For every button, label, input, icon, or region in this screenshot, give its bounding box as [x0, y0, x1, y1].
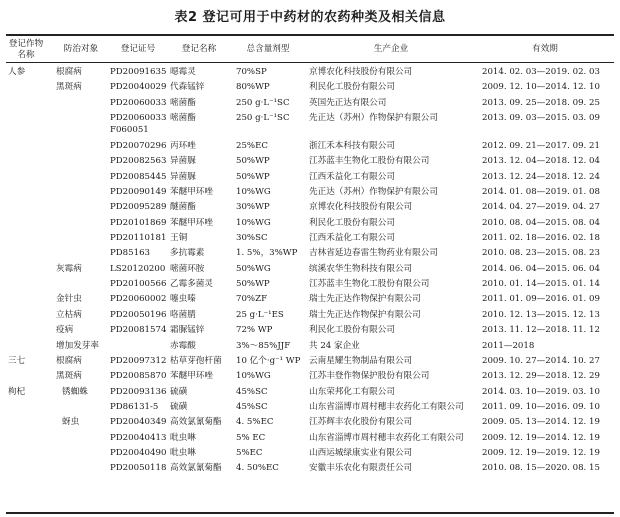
cell-valid: 2013. 12. 24—2018. 12. 24 — [482, 171, 600, 182]
cell-target: 锈蜘蛛 — [62, 386, 88, 397]
cell-company: 吉林省延边春雷生物药业有限公司 — [309, 248, 438, 259]
cell-reg-name: 醚菌酯 — [170, 202, 196, 213]
cell-valid: 2009. 10. 27—2014. 10. 27 — [482, 355, 600, 366]
cell-reg-name: 噻虫嗪 — [170, 294, 196, 305]
cell-company: 京博农化科技股份有限公司 — [309, 202, 413, 213]
table-row — [0, 172, 620, 187]
cell-reg-no: PD20085870 — [110, 371, 167, 382]
cell-reg-no: PD20060033 — [110, 97, 167, 108]
cell-target: 增加发芽率 — [56, 340, 99, 351]
cell-valid: 2010. 08. 04—2015. 08. 04 — [482, 217, 600, 228]
cell-reg-name: 嘧菌环胺 — [170, 263, 205, 274]
cell-valid: 2011. 02. 18—2016. 02. 18 — [482, 233, 600, 243]
cell-company: 江西禾益化工有限公司 — [309, 171, 395, 182]
table-row — [0, 387, 620, 402]
table-row — [0, 156, 620, 171]
header-reg-name: 登记名称 — [181, 44, 217, 54]
cell-reg-name: 枯草芽孢杆菌 — [170, 355, 222, 366]
cell-company: 缤溪农华生物科技有限公司 — [309, 263, 413, 274]
header-crop-line1: 登记作物 — [8, 39, 44, 49]
table-row — [0, 82, 620, 97]
cell-reg-name: 硫磺 — [170, 401, 188, 412]
cell-content: 70%ZF — [236, 294, 268, 305]
cell-reg-no: PD20082563 — [110, 156, 167, 167]
cell-company: 先正达（苏州）作物保护有限公司 — [309, 113, 438, 124]
cell-target: 灰霉病 — [56, 263, 82, 274]
cell-company: 江苏蓝丰生物化工股份有限公司 — [309, 279, 430, 289]
cell-company: 利民化工股份有限公司 — [309, 325, 395, 336]
header-crop-line2: 名称 — [17, 50, 35, 60]
cell-valid: 2009. 12. 19—2019. 12. 19 — [482, 448, 600, 458]
cell-target: 金针虫 — [56, 294, 82, 305]
cell-reg-no: PD20110181 — [110, 233, 167, 243]
table-title: 表2 登记可用于中药材的农药种类及相关信息 — [174, 10, 446, 25]
cell-content: 3%～85%JJF — [236, 340, 291, 351]
table-row — [0, 294, 620, 309]
header-valid: 有效期 — [532, 44, 558, 54]
cell-reg-name: 噁霉灵 — [170, 67, 196, 77]
cell-content: 10%WG — [236, 186, 271, 197]
cell-valid: 2013. 12. 04—2018. 12. 04 — [482, 156, 600, 167]
cell-reg-name: 高效氯氰菊酯 — [170, 417, 222, 428]
cell-company: 江西禾益化工有限公司 — [309, 233, 395, 243]
cell-reg-name: 代森锰锌 — [170, 82, 205, 93]
cell-valid: 2011—2018 — [482, 340, 535, 351]
cell-company: 江苏蓝丰生物化工股份有限公司 — [309, 156, 430, 167]
cell-reg-no: PD20093136 — [110, 386, 167, 397]
cell-content: 50%WP — [236, 279, 270, 289]
cell-reg-no: PD20050118 — [110, 463, 167, 474]
cell-reg-name: 霜脲锰锌 — [170, 325, 205, 336]
cell-reg-no: PD20070296 — [110, 140, 167, 151]
table-bottom-rule — [6, 512, 614, 514]
header-content: 总含量剂型 — [246, 44, 290, 54]
cell-company: 共 24 家企业 — [309, 340, 360, 351]
cell-reg-name: 丙环唑 — [170, 140, 196, 151]
cell-content: 50%WP — [236, 156, 270, 167]
cell-reg-name: 硫磺 — [170, 386, 188, 397]
cell-valid: 2010. 08. 15—2020. 08. 15 — [482, 463, 600, 474]
cell-target: 立枯病 — [56, 309, 82, 320]
cell-reg-no: PD20101869 — [110, 217, 167, 228]
cell-reg-name: 嘧菌酯 — [170, 113, 196, 124]
cell-reg-no-line2: F060051 — [110, 125, 149, 136]
cell-company: 云南星耀生物制品有限公司 — [309, 355, 413, 366]
cell-reg-no: LS20120200 — [110, 263, 166, 274]
table-row — [0, 233, 620, 248]
cell-valid: 2009. 05. 13—2014. 12. 19 — [482, 417, 600, 428]
cell-reg-name: 高效氯氰菊酯 — [170, 463, 222, 474]
cell-reg-no: PD20097312 — [110, 355, 167, 366]
header-company: 生产企业 — [373, 44, 409, 54]
cell-reg-name: 苯醚甲环唑 — [170, 217, 213, 228]
cell-reg-no: PD20040029 — [110, 82, 167, 93]
cell-company: 先正达（苏州）作物保护有限公司 — [309, 186, 438, 197]
cell-valid: 2014. 04. 27—2019. 04. 27 — [482, 202, 600, 213]
cell-content: 25%EC — [236, 140, 268, 151]
cell-reg-name: 咯菌腈 — [170, 309, 196, 320]
cell-reg-no: PD20040490 — [110, 448, 167, 458]
cell-reg-no: PD86131-5 — [110, 401, 159, 412]
cell-reg-name: 王铜 — [170, 233, 188, 243]
cell-company: 山东荣邦化工有限公司 — [309, 386, 395, 397]
cell-content: 1. 5%，3%WP — [236, 248, 298, 259]
table-row-continuation — [0, 125, 620, 140]
cell-company: 山西运城绿康实业有限公司 — [309, 448, 413, 458]
cell-reg-no: PD20091635 — [110, 67, 167, 77]
table-row — [0, 417, 620, 432]
cell-company: 京博农化科技股份有限公司 — [309, 67, 413, 77]
cell-company: 瑞士先正达作物保护有限公司 — [309, 309, 421, 320]
table-row — [0, 264, 620, 279]
cell-content: 30%SC — [236, 233, 268, 243]
table-row — [0, 218, 620, 233]
table-row — [0, 325, 620, 340]
cell-content: 4. 50%EC — [236, 463, 279, 474]
cell-valid: 2014. 02. 03—2019. 02. 03 — [482, 67, 600, 77]
cell-company: 英国先正达有限公司 — [309, 97, 387, 108]
cell-content: 25 g·L⁻¹ES — [236, 309, 284, 320]
cell-reg-name: 苯醚甲环唑 — [170, 371, 213, 382]
cell-company: 安徽丰乐农化有限责任公司 — [309, 463, 413, 474]
cell-reg-name: 吡虫啉 — [170, 432, 196, 443]
cell-valid: 2013. 09. 03—2015. 03. 09 — [482, 113, 600, 124]
cell-reg-no: PD20040349 — [110, 417, 167, 428]
cell-content: 30%WP — [236, 202, 270, 213]
cell-content: 5% EC — [236, 432, 266, 443]
cell-content: 250 g·L⁻¹SC — [236, 97, 290, 108]
cell-company: 山东省淄博市周村穗丰农药化工有限公司 — [309, 401, 464, 412]
cell-content: 10%WG — [236, 371, 271, 382]
cell-valid: 2014. 03. 10—2019. 03. 10 — [482, 386, 600, 397]
table-row — [0, 98, 620, 113]
table-row — [0, 341, 620, 356]
cell-reg-name: 吡虫啉 — [170, 448, 196, 458]
cell-reg-no: PD20100566 — [110, 279, 167, 289]
table-row — [0, 141, 620, 156]
table-row — [0, 402, 620, 417]
cell-valid: 2013. 11. 12—2018. 11. 12 — [482, 325, 600, 336]
cell-reg-no: PD20050196 — [110, 309, 167, 320]
cell-reg-no: PD85163 — [110, 248, 151, 259]
table-row — [0, 310, 620, 325]
cell-target: 黑斑病 — [56, 82, 82, 93]
cell-content: 250 g·L⁻¹SC — [236, 113, 290, 124]
cell-reg-name: 嘧菌酯 — [170, 97, 196, 108]
cell-valid: 2010. 01. 14—2015. 01. 14 — [482, 279, 600, 289]
table-top-rule — [6, 34, 614, 36]
table-row — [0, 248, 620, 263]
cell-target: 黑斑病 — [56, 371, 82, 382]
header-reg-no: 登记证号 — [120, 44, 156, 54]
cell-company: 浙江禾本科技有限公司 — [309, 140, 395, 151]
cell-reg-no: PD20095289 — [110, 202, 167, 213]
cell-crop: 人参 — [8, 67, 26, 77]
cell-valid: 2009. 12. 19—2014. 12. 19 — [482, 432, 600, 443]
table-row — [0, 187, 620, 202]
cell-content: 50%WG — [236, 263, 271, 274]
cell-crop: 枸杞 — [8, 386, 26, 397]
cell-target: 蚜虫 — [62, 417, 80, 428]
cell-valid: 2014. 06. 04—2015. 06. 04 — [482, 263, 600, 274]
cell-company: 山东省淄博市周村穗丰农药化工有限公司 — [309, 432, 464, 443]
cell-target: 根腐病 — [56, 67, 82, 77]
cell-reg-name: 异菌脲 — [170, 171, 196, 182]
cell-reg-name: 赤霉酸 — [170, 340, 196, 351]
cell-valid: 2012. 09. 21—2017. 09. 21 — [482, 140, 600, 151]
cell-content: 70%SP — [236, 67, 267, 77]
cell-reg-no: PD20081574 — [110, 325, 167, 336]
cell-reg-no: PD20060033 — [110, 113, 167, 124]
cell-valid: 2011. 01. 09—2016. 01. 09 — [482, 294, 600, 305]
cell-valid: 2013. 12. 29—2018. 12. 29 — [482, 371, 600, 382]
cell-reg-name: 苯醚甲环唑 — [170, 186, 213, 197]
header-target: 防治对象 — [63, 44, 99, 54]
cell-content: 72% WP — [236, 325, 273, 336]
cell-company: 利民化工股份有限公司 — [309, 217, 395, 228]
cell-content: 80%WP — [236, 82, 270, 93]
cell-target: 根腐病 — [56, 355, 82, 366]
cell-content: 4. 5%EC — [236, 417, 274, 428]
cell-company: 利民化工股份有限公司 — [309, 82, 395, 93]
cell-reg-no: PD20060002 — [110, 294, 167, 305]
table-row — [0, 279, 620, 294]
cell-reg-no: PD20090149 — [110, 186, 167, 197]
table-header-rule — [6, 62, 614, 63]
cell-crop: 三七 — [8, 355, 26, 366]
table-row — [0, 202, 620, 217]
cell-company: 江苏辉丰农化股份有限公司 — [309, 417, 413, 428]
cell-valid: 2011. 09. 10—2016. 09. 10 — [482, 401, 600, 412]
cell-reg-name: 乙霉多菌灵 — [170, 279, 213, 289]
cell-target: 疫病 — [56, 325, 74, 336]
cell-content: 5%EC — [236, 448, 263, 458]
cell-valid: 2014. 01. 08—2019. 01. 08 — [482, 186, 600, 197]
cell-valid: 2010. 08. 23—2015. 08. 23 — [482, 248, 600, 259]
cell-content: 45%SC — [236, 401, 268, 412]
cell-valid: 2013. 09. 25—2018. 09. 25 — [482, 97, 600, 108]
cell-content: 45%SC — [236, 386, 268, 397]
cell-company: 江苏丰登作物保护股份有限公司 — [309, 371, 430, 382]
table-row — [0, 433, 620, 448]
table-row — [0, 371, 620, 386]
cell-reg-name: 多抗霉素 — [170, 248, 205, 259]
table-row — [0, 356, 620, 371]
table-row — [0, 448, 620, 463]
cell-valid: 2010. 12. 13—2015. 12. 13 — [482, 309, 600, 320]
cell-reg-no: PD20040413 — [110, 432, 167, 443]
cell-valid: 2009. 12. 10—2014. 12. 10 — [482, 82, 600, 93]
cell-reg-no: PD20085445 — [110, 171, 167, 182]
cell-content: 10 亿个·g⁻¹ WP — [236, 355, 301, 366]
cell-company: 瑞士先正达作物保护有限公司 — [309, 294, 421, 305]
cell-content: 10%WG — [236, 217, 271, 228]
table-row — [0, 463, 620, 478]
table-row — [0, 67, 620, 82]
cell-content: 50%WP — [236, 171, 270, 182]
cell-reg-name: 异菌脲 — [170, 156, 196, 167]
